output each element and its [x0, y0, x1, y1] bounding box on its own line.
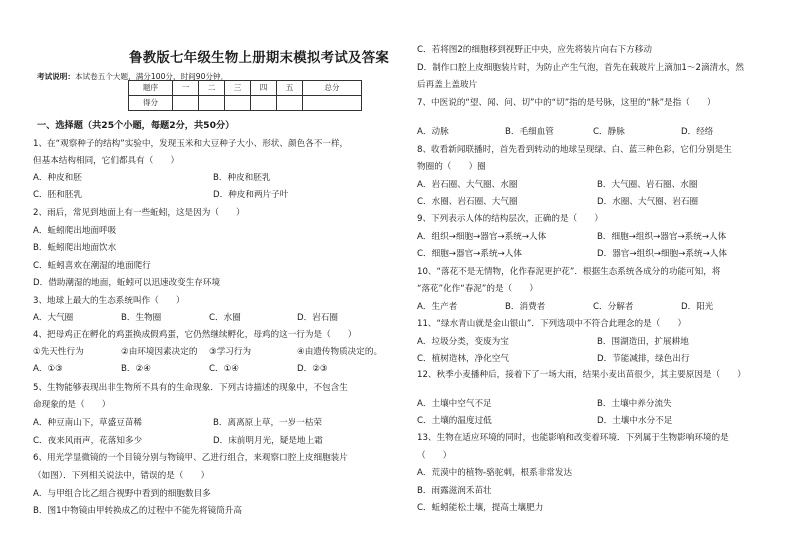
question-5-options-row-1 [33, 418, 393, 429]
question-8-line-2: 物圈的（ ）圈 [417, 162, 486, 172]
option-a[interactable]: A．生产者 [417, 302, 458, 312]
question-1-options-row-2 [33, 190, 393, 201]
option-d[interactable]: D．水圈、大气圈、岩石圈 [597, 197, 699, 207]
instructions-label: 考试说明： [37, 72, 75, 81]
option-d[interactable]: D．节能减排，绿色出行 [597, 354, 690, 364]
question-5-options-row-2 [33, 436, 393, 447]
score-cell[interactable] [225, 96, 251, 111]
question-6-line-2: （如图）．下列相关说法中，错误的是（ ） [33, 471, 210, 481]
question-11-options-row-1 [417, 337, 777, 348]
score-table-header-row [129, 81, 362, 96]
question-7-options [417, 127, 769, 138]
question-7: 7、中医说的“望、闻、问、切”中的“切”指的是号脉，这里的“脉”是指（ ） [417, 98, 716, 108]
score-cell[interactable] [199, 96, 225, 111]
score-table [128, 80, 362, 111]
option-b[interactable]: B．离离原上草，一岁一枯荣 [213, 418, 323, 428]
option-d[interactable]: D．借助潮湿的地面，蚯蚓可以迅速改变生存环境 [33, 278, 221, 288]
option-b[interactable]: B．图1中物镜由甲转换成乙的过程中不能先将镜筒升高 [33, 506, 243, 516]
exam-title: 鲁教版七年级生物上册期末模拟考试及答案 [129, 50, 390, 66]
option-c[interactable]: C．分解者 [593, 302, 634, 312]
option-a[interactable]: A．大气圈 [33, 313, 74, 323]
option-a[interactable]: A．岩石圈、大气圈、水圈 [417, 180, 518, 190]
score-cell[interactable] [303, 96, 362, 111]
score-header-cell: 五 [277, 81, 303, 96]
question-13-line-1: 13、生物在适应环境的同时，也能影响和改变着环境．下列属于生物影响环境的是 [417, 433, 729, 443]
statement-4: ④由遗传物质决定的。 [297, 347, 383, 357]
option-c[interactable]: C．植树造林，净化空气 [417, 354, 509, 364]
question-3-options [33, 313, 385, 324]
score-cell[interactable] [251, 96, 277, 111]
score-header-cell: 总分 [303, 81, 362, 96]
option-a[interactable]: A．垃圾分类，变废为宝 [417, 337, 509, 347]
statement-2: ②由环境因素决定的 [121, 347, 198, 357]
statement-3: ③学习行为 [209, 347, 252, 357]
question-8-options-row-1 [417, 180, 777, 191]
question-8-line-1: 8、收看新闻联播时，首先看到转动的地球呈现绿、白、蓝三种色彩，它们分别是生 [417, 145, 732, 155]
question-5-line-2: 命现象的是（ ） [33, 400, 111, 410]
question-11-options-row-2 [417, 354, 777, 365]
question-10-line-1: 10、“落花不是无情物，化作春泥更护花”．根据生态系统各成分的功能可知，将 [417, 267, 721, 277]
option-d[interactable]: D．床前明月光，疑是地上霜 [213, 436, 323, 446]
option-c[interactable]: C．若将图2的细胞移到视野正中央，应先将装片向右下方移动 [417, 45, 652, 55]
option-b[interactable]: B．大气圈、岩石圈、水圈 [597, 180, 698, 190]
question-1-line-2: 但基本结构相同，它们都具有（ ） [33, 156, 180, 166]
question-12-options-row-1 [417, 399, 777, 410]
score-header-cell: 二 [199, 81, 225, 96]
question-3: 3、地球上最大的生态系统叫作（ ） [33, 296, 185, 306]
option-c[interactable]: C．细胞→器官→系统→人体 [417, 249, 522, 259]
option-b[interactable]: B．②④ [121, 364, 151, 374]
question-10-line-2: “落花”化作“春泥”的是（ ） [417, 284, 538, 294]
question-1-line-1: 1、在“观察种子的结构”实验中，发现玉米和大豆种子大小、形状、颜色各不一样， [33, 139, 349, 149]
instructions-text: 本试卷五个大题，满分100分，时间90分钟． [74, 72, 229, 81]
option-d[interactable]: D．②③ [297, 364, 328, 374]
option-d[interactable]: D．制作口腔上皮细胞装片时，为防止产生气泡，首先在载玻片上滴加1～2滴清水，然 [417, 63, 744, 73]
question-11: 11、“绿水青山就是金山银山”．下列选项中不符合此理念的是（ ） [417, 319, 687, 329]
option-c[interactable]: C．土壤的温度过低 [417, 416, 492, 426]
question-4-options [33, 364, 385, 375]
question-6-line-1: 6、用光学显微镜的一个目镜分别与物镜甲、乙进行组合，来观察口腔上皮细胞装片 [33, 453, 348, 463]
option-b[interactable]: B．雨露滋润禾苗壮 [417, 486, 492, 496]
question-9: 9、下列表示人体的结构层次，正确的是（ ） [417, 214, 603, 224]
question-12-options-row-2 [417, 416, 777, 427]
option-c[interactable]: C．水圈、岩石圈、大气圈 [417, 197, 518, 207]
option-b[interactable]: B．种皮和胚乳 [213, 173, 271, 183]
score-cell[interactable] [173, 96, 199, 111]
option-b[interactable]: B．生物圈 [121, 313, 162, 323]
question-10-options [417, 302, 769, 313]
option-d[interactable]: D．种皮和两片子叶 [213, 190, 289, 200]
question-4-statements [33, 347, 385, 358]
option-b[interactable]: B．土壤中养分流失 [597, 399, 672, 409]
option-b[interactable]: B．消费者 [505, 302, 546, 312]
option-a[interactable]: A．土壤中空气不足 [417, 399, 492, 409]
option-a[interactable]: A．种皮和胚 [33, 173, 82, 183]
option-b[interactable]: B．蚯蚓爬出地面饮水 [33, 243, 117, 253]
question-2: 2、雨后，常见到地面上有一些蚯蚓，这是因为（ ） [33, 208, 245, 218]
option-b[interactable]: B．毛细血管 [505, 127, 554, 137]
option-c[interactable]: C．蚯蚓喜欢在潮湿的地面爬行 [33, 261, 151, 271]
score-header-cell: 四 [251, 81, 277, 96]
question-12: 12、秋季小麦播种后，接着下了一场大雨，结果小麦出苗很少，其主要原因是（ ） [417, 370, 746, 380]
score-header-cell: 题序 [129, 81, 173, 96]
score-cell[interactable] [277, 96, 303, 111]
option-d[interactable]: D．器官→组织→细胞→系统→人体 [597, 249, 727, 259]
question-9-options-row-1 [417, 232, 777, 243]
option-a[interactable]: A．种豆南山下，草盛豆苗稀 [33, 418, 143, 428]
option-c[interactable]: C．静脉 [593, 127, 625, 137]
statement-1: ①先天性行为 [33, 347, 84, 357]
question-8-options-row-2 [417, 197, 777, 208]
option-a[interactable]: A．组织→细胞→器官→系统→人体 [417, 232, 547, 242]
option-a[interactable]: A．与甲组合比乙组合视野中看到的细胞数目多 [33, 489, 211, 499]
option-c[interactable]: C．①④ [209, 364, 240, 374]
option-a[interactable]: A．①③ [33, 364, 63, 374]
option-c[interactable]: C．夜来风雨声，花落知多少 [33, 436, 143, 446]
option-c[interactable]: C．胚和胚乳 [33, 190, 82, 200]
question-1-options-row-1 [33, 173, 393, 184]
question-4: 4、把母鸡正在孵化的鸡蛋换成假鸡蛋，它仍然继续孵化，母鸡的这一行为是（ ） [33, 330, 357, 340]
option-d[interactable]: D．土壤中水分不足 [597, 416, 673, 426]
score-header-cell: 三 [225, 81, 251, 96]
option-b[interactable]: B．细胞→组织→器官→系统→人体 [597, 232, 727, 242]
option-d[interactable]: D．岩石圈 [297, 313, 338, 323]
question-13-line-2: （ ） [417, 451, 452, 461]
question-9-options-row-2 [417, 249, 777, 260]
option-c[interactable]: C．蚯蚓能松土壤，提高土壤肥力 [417, 503, 544, 513]
option-d[interactable]: D．阳光 [681, 302, 714, 312]
question-5-line-1: 5、生物能够表现出非生物所不具有的生命现象．下列古诗描述的现象中，不包含生 [33, 383, 348, 393]
option-a[interactable]: A．荒漠中的植物-骆驼刺，根系非常发达 [417, 468, 573, 478]
score-header-cell: 一 [173, 81, 199, 96]
section-heading: 一、选择题（共25个小题，每题2分，共50分） [37, 120, 235, 131]
option-b[interactable]: B．围湖造田，扩展耕地 [597, 337, 689, 347]
option-d-continued: 后再盖上盖玻片 [417, 80, 478, 90]
option-a[interactable]: A．动脉 [417, 127, 449, 137]
option-d[interactable]: D．经络 [681, 127, 714, 137]
option-a[interactable]: A．蚯蚓爬出地面呼吸 [33, 226, 117, 236]
score-row-label: 得分 [129, 96, 173, 111]
score-table-score-row [129, 96, 362, 111]
option-c[interactable]: C．水圈 [209, 313, 241, 323]
